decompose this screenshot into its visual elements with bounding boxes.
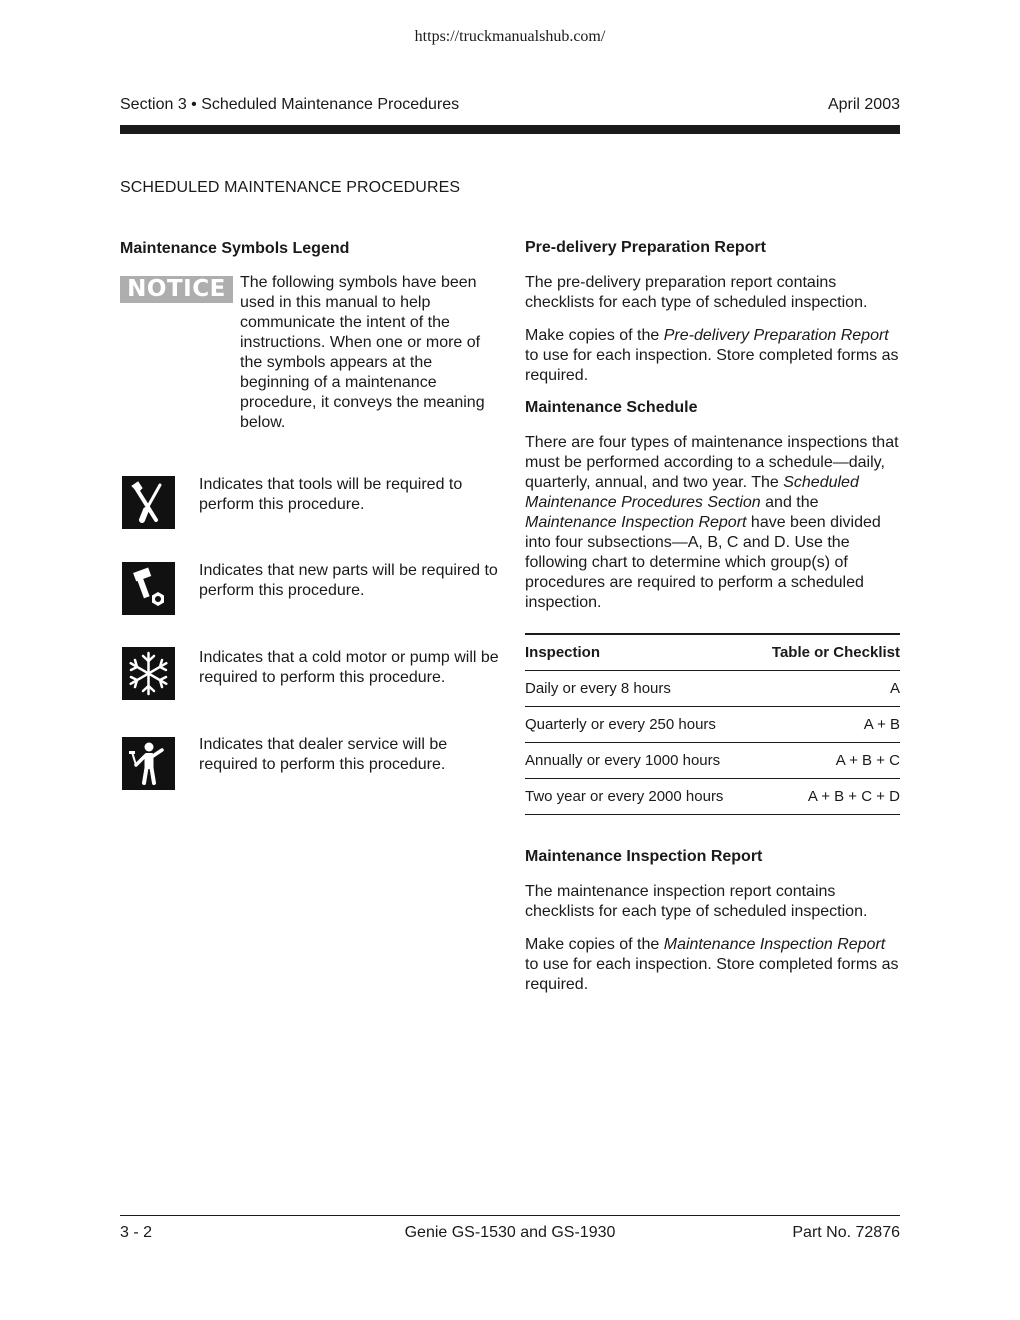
notice-text: The following symbols have been used in this manual to help communicate the intent of the instructions. When one or more of the symbols appears at the beginning of a maintenance procedure, it conveys the meaning below. bbox=[240, 274, 485, 431]
table-row bbox=[525, 743, 900, 779]
notice-badge: NOTICE bbox=[120, 276, 233, 303]
table-cell-inspection: Quarterly or every 250 hours bbox=[525, 707, 753, 743]
symbol-cold-motor-text: Indicates that a cold motor or pump will be required to perform this procedure. bbox=[199, 649, 499, 686]
table-row bbox=[525, 779, 900, 815]
source-url[interactable]: https://truckmanualshub.com/ bbox=[414, 28, 606, 45]
cold-motor-icon bbox=[122, 647, 175, 700]
inspection-report-paragraph-2: Make copies of the Maintenance Inspection Report to use for each inspection. Store completed forms as required. bbox=[525, 936, 899, 993]
table-cell-inspection: Daily or every 8 hours bbox=[525, 671, 753, 707]
page-number: 3 - 2 bbox=[120, 1224, 153, 1241]
legend-heading: Maintenance Symbols Legend bbox=[120, 240, 350, 257]
table-header-checklist: Table or Checklist bbox=[753, 634, 900, 671]
table-row bbox=[525, 707, 900, 743]
table-cell-checklist: A + B + C bbox=[753, 743, 900, 779]
symbol-dealer-service-text: Indicates that dealer service will be required to perform this procedure. bbox=[199, 736, 448, 773]
predelivery-heading: Pre-delivery Preparation Report bbox=[525, 239, 766, 256]
table-row bbox=[525, 671, 900, 707]
header-section-label: Section 3 • Scheduled Maintenance Procedures bbox=[120, 96, 460, 113]
inspection-schedule-table bbox=[525, 633, 900, 815]
table-cell-inspection: Two year or every 2000 hours bbox=[525, 779, 753, 815]
footer-product: Genie GS-1530 and GS-1930 bbox=[404, 1224, 616, 1241]
table-header-inspection: Inspection bbox=[525, 634, 753, 671]
table-header-row bbox=[525, 634, 900, 671]
inspection-report-paragraph-1: The maintenance inspection report contains checklists for each type of scheduled inspection. bbox=[525, 883, 868, 920]
header-rule bbox=[120, 125, 900, 134]
footer-rule bbox=[120, 1215, 900, 1216]
table-cell-checklist: A bbox=[753, 671, 900, 707]
tools-icon bbox=[122, 476, 175, 529]
predelivery-paragraph-1: The pre-delivery preparation report contains checklists for each type of scheduled inspection. bbox=[525, 274, 868, 311]
table-cell-inspection: Annually or every 1000 hours bbox=[525, 743, 753, 779]
header-date: April 2003 bbox=[827, 96, 900, 113]
predelivery-paragraph-2: Make copies of the Pre-delivery Preparation Report to use for each inspection. Store completed forms as required. bbox=[525, 327, 899, 384]
footer-part-number: Part No. 72876 bbox=[792, 1224, 900, 1241]
schedule-heading: Maintenance Schedule bbox=[525, 399, 698, 416]
schedule-paragraph: There are four types of maintenance inspections that must be performed according to a schedule—daily, quarterly, annual, and two year. The Scheduled Maintenance Procedures Section and the Maintenance Inspection Report have been divided into four subsections—A, B, C and D. Use the following chart to determine which group(s) of procedures are required to perform a scheduled inspection. bbox=[525, 434, 899, 611]
page-title: SCHEDULED MAINTENANCE PROCEDURES bbox=[120, 179, 461, 196]
inspection-report-heading: Maintenance Inspection Report bbox=[525, 848, 763, 865]
symbol-new-parts-text: Indicates that new parts will be required to perform this procedure. bbox=[199, 562, 498, 599]
symbol-tools-text: Indicates that tools will be required to perform this procedure. bbox=[199, 476, 463, 513]
table-cell-checklist: A + B bbox=[753, 707, 900, 743]
new-parts-icon bbox=[122, 562, 175, 615]
dealer-service-icon bbox=[122, 737, 175, 790]
table-cell-checklist: A + B + C + D bbox=[753, 779, 900, 815]
